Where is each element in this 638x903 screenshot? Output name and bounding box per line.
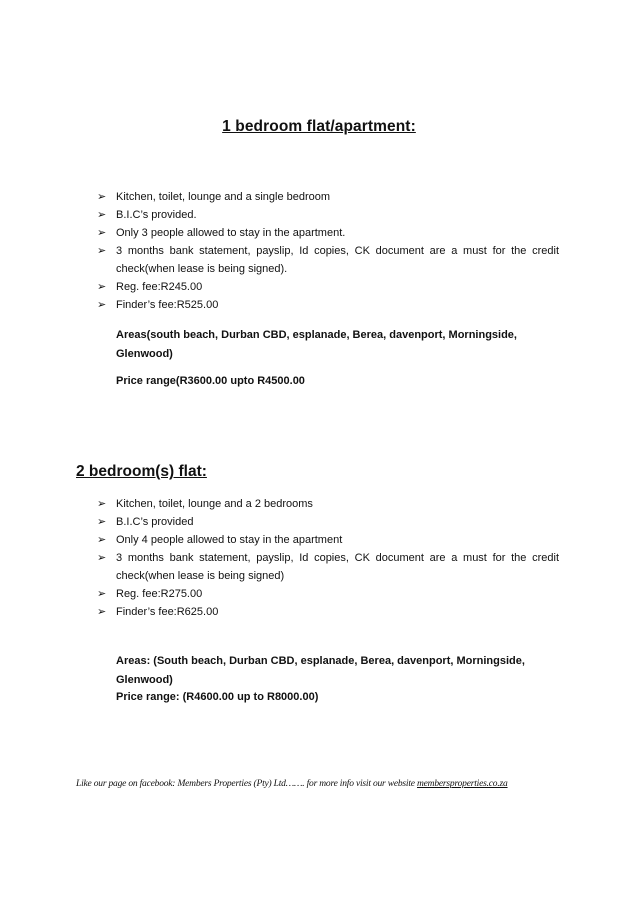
list-item — [97, 206, 559, 224]
footer-note — [76, 779, 508, 789]
section1-bullet-list — [97, 188, 559, 314]
list-item-text: B.I.C’s provided. — [116, 209, 197, 221]
section2-areas: Areas: (South beach, Durban CBD, esplanade, Berea, davenport, Morningside, Glenwood) — [116, 655, 525, 686]
arrow-bullet-icon: ➢ — [97, 299, 107, 311]
list-item-text: Kitchen, toilet, lounge and a single bedroom — [116, 191, 331, 203]
arrow-bullet-icon: ➢ — [97, 281, 107, 293]
list-item — [97, 513, 559, 531]
list-item — [97, 603, 559, 621]
list-item — [97, 495, 559, 513]
arrow-bullet-icon: ➢ — [97, 191, 107, 203]
arrow-bullet-icon: ➢ — [97, 534, 107, 546]
section1-title: 1 bedroom flat/apartment: — [222, 118, 416, 135]
arrow-bullet-icon: ➢ — [97, 606, 107, 618]
list-item-text: Finder’s fee:R525.00 — [116, 299, 219, 311]
section2-title: 2 bedroom(s) flat: — [76, 463, 207, 480]
section2-price-range: Price range: (R4600.00 up to R8000.00) — [116, 691, 319, 703]
arrow-bullet-icon: ➢ — [97, 588, 107, 600]
arrow-bullet-icon: ➢ — [97, 552, 107, 564]
list-item — [97, 585, 559, 603]
list-item-text: 3 months bank statement, payslip, Id copies, CK document are a must for the credit check(when lease is being signed) — [116, 552, 559, 582]
list-item-text: Only 4 people allowed to stay in the apartment — [116, 534, 343, 546]
list-item — [97, 188, 559, 206]
list-item-text: B.I.C’s provided — [116, 516, 194, 528]
list-item — [97, 296, 559, 314]
footer-text: Like our page on facebook: Members Properties (Pty) Ltd……. for more info visit our website — [76, 779, 417, 789]
arrow-bullet-icon: ➢ — [97, 498, 107, 510]
list-item-text: Reg. fee:R245.00 — [116, 281, 203, 293]
section1-price-range: Price range(R3600.00 upto R4500.00 — [116, 375, 305, 387]
arrow-bullet-icon: ➢ — [97, 227, 107, 239]
list-item-text: Kitchen, toilet, lounge and a 2 bedrooms — [116, 498, 313, 510]
arrow-bullet-icon: ➢ — [97, 516, 107, 528]
list-item-text: 3 months bank statement, payslip, Id copies, CK document are a must for the credit check(when lease is being signed). — [116, 245, 559, 275]
list-item-text: Only 3 people allowed to stay in the apartment. — [116, 227, 346, 239]
list-item — [97, 242, 559, 278]
list-item-text: Finder’s fee:R625.00 — [116, 606, 219, 618]
list-item-text: Reg. fee:R275.00 — [116, 588, 203, 600]
section2-bullet-list — [97, 495, 559, 621]
website-link[interactable]: membersproperties.co.za — [417, 779, 508, 789]
list-item — [97, 224, 559, 242]
arrow-bullet-icon: ➢ — [97, 245, 107, 257]
list-item — [97, 278, 559, 296]
list-item — [97, 531, 559, 549]
arrow-bullet-icon: ➢ — [97, 209, 107, 221]
list-item — [97, 549, 559, 585]
section1-areas: Areas(south beach, Durban CBD, esplanade, Berea, davenport, Morningside, Glenwood) — [116, 329, 517, 360]
